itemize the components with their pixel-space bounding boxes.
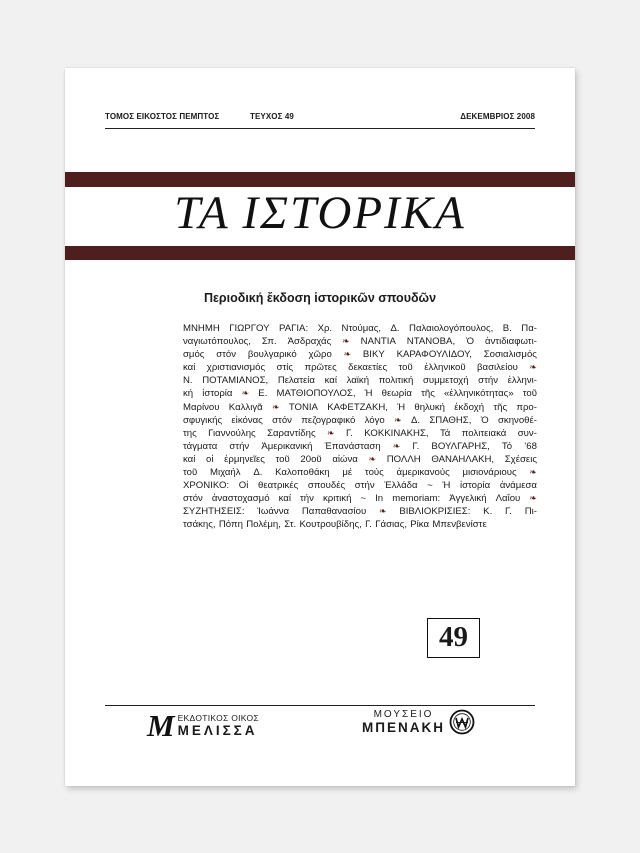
contents-word: βουλγαρικό	[247, 349, 297, 361]
contents-word: αἰώνα	[332, 453, 358, 465]
contents-word: ἑλληνικοῦ	[424, 362, 466, 374]
contents-word: στήν	[478, 375, 499, 387]
contents-line	[183, 322, 537, 335]
contents-word: ναγιωτόπουλος,	[183, 336, 251, 348]
contents-word: τῆς	[493, 401, 508, 413]
contents-word: Ἰωάννα	[257, 506, 290, 518]
contents-word: ΣΥΖΗΤΗΣΕΙΣ:	[183, 506, 245, 518]
contents-word: ΧΡΟΝΙΚΟ:	[183, 480, 230, 492]
fleuron-icon: ❧	[379, 506, 387, 517]
contents-word: εἰκόνας	[231, 414, 263, 426]
contents-word: τοῦ	[183, 467, 198, 479]
contents-word: στόν	[216, 349, 237, 361]
contents-line	[183, 505, 537, 518]
contents-word: οἱ	[206, 453, 214, 465]
contents-line	[183, 361, 537, 374]
contents-word: ’68	[524, 440, 537, 452]
contents-word: ~	[360, 493, 367, 505]
contents-word: βασιλείου	[477, 362, 518, 374]
contents-line	[183, 518, 537, 531]
contents-word: σκηνοθέ-	[498, 414, 537, 426]
contents-word: Ρίκα	[410, 519, 430, 531]
contents-word: ἱστορία	[202, 388, 233, 400]
contents-word: Ν.	[183, 375, 193, 387]
contents-word: στήν	[354, 480, 375, 492]
contents-word: μισιονάριους	[462, 467, 517, 479]
contents-word: θεωρία	[381, 388, 412, 400]
contents-word: Ἀμερικανική	[261, 440, 313, 452]
journal-title: ΤΑ ΙΣΤΟΡΙΚΑ	[174, 187, 466, 239]
publisher-name: ΜΕΛΙΣΣΑ	[177, 723, 258, 738]
fleuron-icon: ❧	[271, 401, 280, 412]
fleuron-icon: ❧	[368, 453, 377, 464]
contents-word: In	[375, 493, 384, 505]
journal-subtitle: Περιοδική ἔκδοση ἱστορικῶν σπουδῶν	[203, 291, 437, 305]
contents-line	[183, 466, 537, 479]
contents-word: Ἀγγελική	[449, 493, 487, 505]
contents-word: τάγματα	[183, 440, 218, 452]
contents-word: ΠΟΤΑΜΙΑΝΟΣ,	[202, 375, 269, 387]
header-rule	[105, 128, 535, 129]
contents-word: θεατρικές	[258, 480, 299, 492]
fleuron-icon: ❧	[343, 349, 352, 360]
contents-word: ΤΟΝΙΑ	[288, 401, 318, 413]
contents-word: Γ.	[505, 506, 512, 518]
contents-word: δεκαετίες	[348, 362, 388, 374]
contents-word: Πα-	[521, 323, 537, 334]
contents-word: τοῦ	[522, 388, 537, 400]
contents-word: ΡΑΓΙΑ:	[279, 323, 309, 334]
date-label: ΔΕΚΕΜΒΡΙΟΣ 2008	[460, 112, 535, 121]
contents-word: Δ.	[410, 414, 421, 426]
contents-word: συν-	[517, 427, 537, 439]
contents-word: τῆς	[421, 388, 435, 400]
contents-word: ΠΟΛΛΗ	[386, 453, 421, 465]
contents-word: ΣΠΑΘΗΣ,	[429, 414, 472, 426]
contents-word: ΚΑΦΕΤΖΑΚΗ,	[327, 401, 388, 413]
contents-word: Σχέσεις	[504, 453, 537, 465]
contents-word: Β.	[502, 323, 512, 334]
volume-label: ΤΟΜΟΣ ΕΙΚΟΣΤΟΣ ΠΕΜΠΤΟΣ	[105, 112, 220, 121]
contents-word: Χρ.	[317, 323, 333, 334]
contents-word: Ντούμας,	[341, 323, 382, 334]
contents-line	[183, 414, 537, 427]
contents-word: ἑλληνι-	[507, 375, 537, 387]
contents-word: ἱστορία	[459, 480, 491, 492]
table-of-contents	[183, 322, 537, 532]
contents-word: σφυγικής	[183, 414, 223, 426]
contents-word: καί	[183, 362, 196, 374]
issue-label: ΤΕΥΧΟΣ 49	[250, 112, 294, 121]
contents-word: Πελατεία	[277, 375, 315, 387]
contents-word: 20οῦ	[300, 453, 322, 465]
contents-word: τούς	[364, 467, 384, 479]
contents-word: στόν	[183, 493, 203, 505]
contents-word: ἀνάμεσα	[499, 480, 537, 492]
contents-word: Μιχαήλ	[209, 467, 241, 479]
contents-word: Μαρίνου	[183, 401, 220, 413]
footer-rule	[105, 705, 535, 706]
contents-word: Στ.	[284, 519, 297, 531]
contents-word: «ἑλληνικότητας»	[443, 388, 514, 400]
journal-cover	[65, 68, 575, 786]
contents-word: Τό	[501, 440, 513, 452]
contents-line	[183, 440, 537, 453]
contents-word: ~	[427, 480, 433, 492]
cover-header	[105, 112, 535, 121]
contents-word: Καλλιγᾶ	[228, 401, 263, 413]
contents-word: Κ.	[483, 506, 493, 518]
contents-word: μέ	[342, 467, 353, 479]
contents-word: Δ.	[390, 323, 400, 334]
contents-word: ἀναστοχασμό	[211, 493, 270, 505]
contents-word: καί	[183, 453, 196, 465]
museum-block	[362, 709, 475, 735]
fleuron-icon: ❧	[342, 336, 350, 347]
contents-word: συμμετοχή	[422, 375, 469, 387]
contents-word: κριτική	[322, 493, 352, 505]
contents-word: Ἐπανάσταση	[324, 440, 381, 452]
contents-line	[183, 427, 537, 440]
contents-word: καί	[278, 493, 291, 505]
contents-word: ΒΙΚΥ	[362, 349, 385, 361]
contents-word: ἀντιδιαφωτι-	[484, 336, 537, 348]
contents-word: Γ.	[412, 440, 420, 452]
contents-word: Πι-	[524, 506, 537, 518]
contents-word: Παπαθανασίου	[301, 506, 367, 518]
contents-word: ΒΟΥΛΓΑΡΗΣ,	[431, 440, 490, 452]
contents-word: ΓΙΩΡΓΟΥ	[229, 323, 270, 334]
contents-word: Ἀσδραχάς	[287, 336, 332, 348]
issue-number-box: 49	[427, 618, 480, 658]
contents-word: Καλοποθάκη	[275, 467, 330, 479]
contents-word: χριστιανισμός	[206, 362, 266, 374]
contents-word: ΘΑΝΑΗΛΑΚΗ,	[431, 453, 495, 465]
contents-word: Μπενβενίστε	[432, 519, 487, 531]
museum-logo-icon	[449, 709, 475, 735]
publisher-block	[147, 710, 259, 741]
contents-word: ΚΑΡΑΦΟΥΛΙΔΟΥ,	[396, 349, 472, 361]
contents-word: Ἑλλάδα	[384, 480, 418, 492]
contents-word: Σαραντίδης	[267, 427, 316, 439]
contents-word: κή	[183, 388, 194, 400]
contents-word: Σπ.	[261, 336, 277, 348]
contents-word: πρῶτες	[304, 362, 337, 374]
contents-line	[183, 492, 537, 505]
fleuron-icon: ❧	[529, 362, 537, 373]
museum-line1: ΜΟΥΣΕΙΟ	[373, 709, 434, 720]
contents-word: Ἡ	[442, 480, 451, 492]
contents-line	[183, 374, 537, 387]
contents-word: τήν	[300, 493, 314, 505]
contents-word: Ε.	[258, 388, 268, 400]
publisher-logo: M	[147, 708, 175, 743]
fleuron-icon: ❧	[529, 493, 537, 504]
contents-line	[183, 479, 537, 492]
contents-word: Δ.	[253, 467, 263, 479]
contents-line	[183, 453, 537, 466]
contents-line	[183, 401, 537, 414]
fleuron-icon: ❧	[241, 388, 250, 399]
contents-word: Γάσιας,	[375, 519, 407, 531]
contents-word: Παλαιολογόπουλος,	[409, 323, 494, 334]
contents-word: τοῦ	[275, 453, 290, 465]
contents-word: Γιαννούλης	[208, 427, 256, 439]
contents-line	[183, 348, 537, 361]
contents-word: memoriam:	[392, 493, 441, 505]
contents-word: ἐκδοχή	[454, 401, 485, 413]
contents-word: πολιτειακά	[461, 427, 507, 439]
contents-word: σμός	[183, 349, 205, 361]
contents-word: λαϊκή	[346, 375, 370, 387]
bottom-title-band	[65, 246, 575, 260]
fleuron-icon: ❧	[394, 414, 402, 425]
fleuron-icon: ❧	[529, 467, 537, 478]
contents-word: ΚΟΚΚΙΝΑΚΗΣ,	[364, 427, 429, 439]
fleuron-icon: ❧	[327, 427, 335, 438]
contents-word: της	[183, 427, 197, 439]
contents-word: θηλυκή	[414, 401, 445, 413]
contents-word: Γ.	[365, 519, 372, 531]
contents-word: τοῦ	[398, 362, 413, 374]
contents-word: ΜΑΤΘΙΟΠΟΥΛΟΣ,	[276, 388, 356, 400]
contents-word: ΝΑΝΤΙΑ	[360, 336, 396, 348]
contents-word: πεζογραφικό	[301, 414, 356, 426]
contents-line	[183, 387, 537, 400]
contents-word: στίς	[276, 362, 294, 374]
contents-word: ΝΤΑΝΟΒΑ,	[406, 336, 456, 348]
contents-word: Τά	[440, 427, 451, 439]
contents-word: λόγο	[364, 414, 385, 426]
contents-word: τσάκης,	[183, 519, 216, 531]
contents-word: Λαΐου	[495, 493, 521, 505]
contents-word: προ-	[516, 401, 537, 413]
contents-word: στήν	[229, 440, 250, 452]
contents-word: Ὁ	[480, 414, 489, 426]
contents-word: Ἡ	[364, 388, 373, 400]
fleuron-icon: ❧	[392, 440, 401, 451]
contents-word: Πολέμη,	[246, 519, 281, 531]
contents-word: ΒΙΒΛΙΟΚΡΙΣΙΕΣ:	[399, 506, 471, 518]
contents-word: Κουτρουβίδης,	[299, 519, 362, 531]
publisher-line1: ΕΚΔΟΤΙΚΟΣ ΟΙΚΟΣ	[177, 713, 259, 723]
contents-word: Ἡ	[397, 401, 406, 413]
museum-name: ΜΠΕΝΑΚΗ	[362, 720, 445, 735]
contents-word: Πόπη	[218, 519, 243, 531]
contents-word: ἀμερικανούς	[396, 467, 450, 479]
contents-word: Γ.	[345, 427, 353, 439]
contents-word: καί	[324, 375, 337, 387]
contents-word: πολιτική	[378, 375, 414, 387]
top-title-band	[65, 172, 575, 187]
contents-word: ἑρμηνεῖες	[224, 453, 265, 465]
contents-word: Σοσιαλισμός	[483, 349, 537, 361]
contents-line	[183, 335, 537, 348]
contents-word: στόν	[272, 414, 292, 426]
contents-word: Ὁ	[466, 336, 474, 348]
contents-word: χῶρο	[308, 349, 332, 361]
contents-word: Οἱ	[238, 480, 249, 492]
contents-word: σπουδές	[307, 480, 346, 492]
contents-word: ΜΝΗΜΗ	[183, 323, 220, 334]
